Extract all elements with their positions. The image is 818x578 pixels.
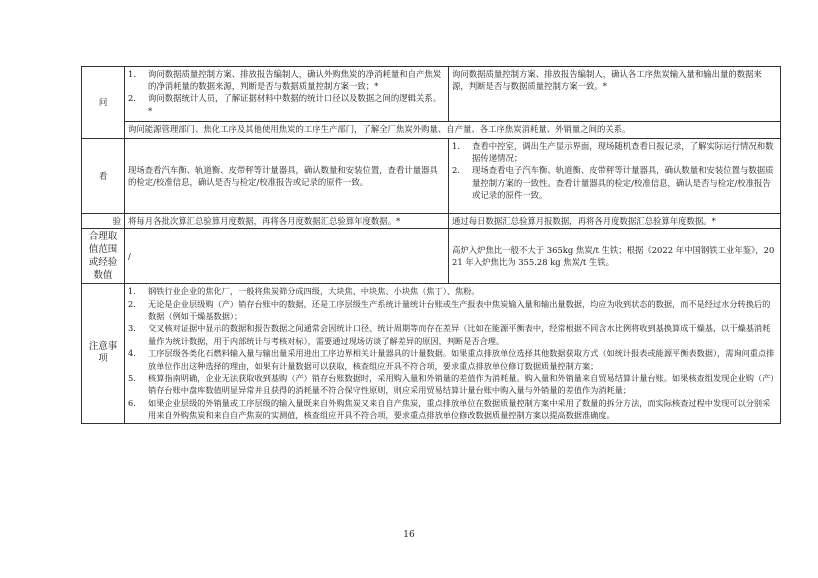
verify-row xyxy=(82,214,781,229)
note-item: 4. 工序层级各类化石燃料输入量与输出量采用进出工序边界相关计量器具的计量数据。如果重点排放单位选择其他数据获取方式（如统计报表或能源平衡表数据），需询问重点排放单位作出这种选择的理由，如果有计量数据可以获取，核查组应开具不符合项，要求重点排放单位修订数据质量控制方案； xyxy=(128,348,775,371)
ask-row xyxy=(82,67,781,122)
note-item: 3. 交叉核对证据中显示的数据和报告数据之间通常会因统计口径、统计周期等而存在差异（比如在能源平衡表中，经常根据不同含水比例将收到基换算成干燥基，以干燥基消耗量作为统计数据，用于内部统计与考核对标），需要通过现场访谈了解差异的原因，判断是否合理。 xyxy=(128,323,771,346)
verify-label: 验 xyxy=(112,216,121,226)
ask-left-item: 2. 询问数据统计人员，了解证据材料中数据的统计口径以及数据之间的逻辑关系。* xyxy=(128,93,442,116)
see-label-cell xyxy=(82,139,125,214)
range-right-cell: 高炉入炉焦比一般不大于 365kg 焦炭/t 生铁；根据《2022 年中国钢铁工业年鉴》，2021 年入炉焦比为 355.28 kg 焦炭/t 生铁。 xyxy=(449,229,781,284)
notes-row xyxy=(82,284,781,423)
verify-left-cell: 将每月各批次算汇总验算月度数据，再将各月度数据汇总验算年度数据。* xyxy=(125,214,449,229)
ask-left-item: 1. 询问数据质量控制方案、排放报告编制人，确认外购焦炭的净消耗量和自产焦炭的净消耗量的数据来源，判断是否与数据质量控制方案一致；* xyxy=(128,69,442,92)
see-right-cell xyxy=(449,139,781,214)
ask-merged-cell: 询问能源管理部门、焦化工序及其他使用焦炭的工序生产部门，了解全厂焦炭外购量、自产量、各工序焦炭消耗量、外销量之间的关系。 xyxy=(125,122,781,139)
note-item: 1. 钢铁行业企业的焦化厂，一般将焦炭筛分成四级，大块焦、中块焦、小块焦（焦丁）、焦粉。 xyxy=(128,286,480,297)
see-right-item: 1. 查看中控室，调出生产显示界面，现场随机查看日报记录，了解实际运行情况和数据传递情况； xyxy=(452,141,774,164)
verification-table xyxy=(81,66,781,424)
verify-right-cell: 通过每日数据汇总验算月报数据，再将各月度数据汇总验算年度数据。* xyxy=(449,214,781,229)
ask-merged-row xyxy=(82,122,781,139)
notes-cell xyxy=(125,284,781,423)
see-label: 看 xyxy=(98,170,108,181)
range-row xyxy=(82,229,781,284)
see-right-item: 2. 现场查看电子汽车衡、轨道衡、皮带秤等计量器具，确认数量和安装位置与数据质量控制方案的一致性。查看计量器具的检定/校准信息，确认是否与检定/校准报告或记录的原件一致。 xyxy=(452,165,774,200)
verify-label-cell xyxy=(82,214,125,229)
range-label-cell xyxy=(82,229,125,284)
ask-label-cell xyxy=(82,67,125,139)
page-number: 16 xyxy=(403,530,415,540)
ask-left-cell xyxy=(125,67,449,122)
ask-right-cell: 询问数据质量控制方案、排放报告编制人，确认各工序焦炭输入量和输出量的数据来源，判断是否与数据质量控制方案一致。* xyxy=(449,67,781,122)
see-left-cell: 现场查看汽车衡、轨道衡、皮带秤等计量器具，确认数量和安装位置，查看计量器具的检定/校准信息，确认是否与检定/校准报告或记录的原件一致。 xyxy=(125,139,449,214)
see-row xyxy=(82,139,781,214)
notes-label: 注意事项 xyxy=(88,341,118,365)
notes-label-cell xyxy=(82,284,125,423)
range-left-cell: / xyxy=(125,229,449,284)
note-item: 6. 如果企业层级的外销量或工序层级的输入量既来自外购焦炭又来自自产焦炭，重点排放单位在数据质量控制方案中采用了数量的拆分方法，而实际核查过程中发现可以分别采用来自外购焦炭和来自自产焦炭的实测值，核查组应开具不符合项，要求重点排放单位修改数据质量控制方案以提高数据准确度。 xyxy=(128,397,771,421)
range-label: 合理取值范围或经验数值 xyxy=(88,231,118,282)
note-item: 5. 核算指南明确，企业无法获取收到基购（产）销存台账数据时，采用购入量和外销量的差值作为消耗量。购入量和外销量来自贸易结算计量台账。如果核查组发现企业购（产）销存台账中盘库数值明显异常并且获得的消耗量不符合保守性原则，则应采用贸易结算计量台账中购入量与外销量的差值作为消耗量； xyxy=(128,373,775,396)
ask-label: 问 xyxy=(98,97,108,108)
note-item: 2. 无论是企业层级购（产）销存台账中的数据，还是工序层级生产系统计量统计台账或生产报表中焦炭输入量和输出量数据，均应为收到状态的数据，而不是经过水分转换后的数据（例如干燥基数据）； xyxy=(128,298,771,322)
